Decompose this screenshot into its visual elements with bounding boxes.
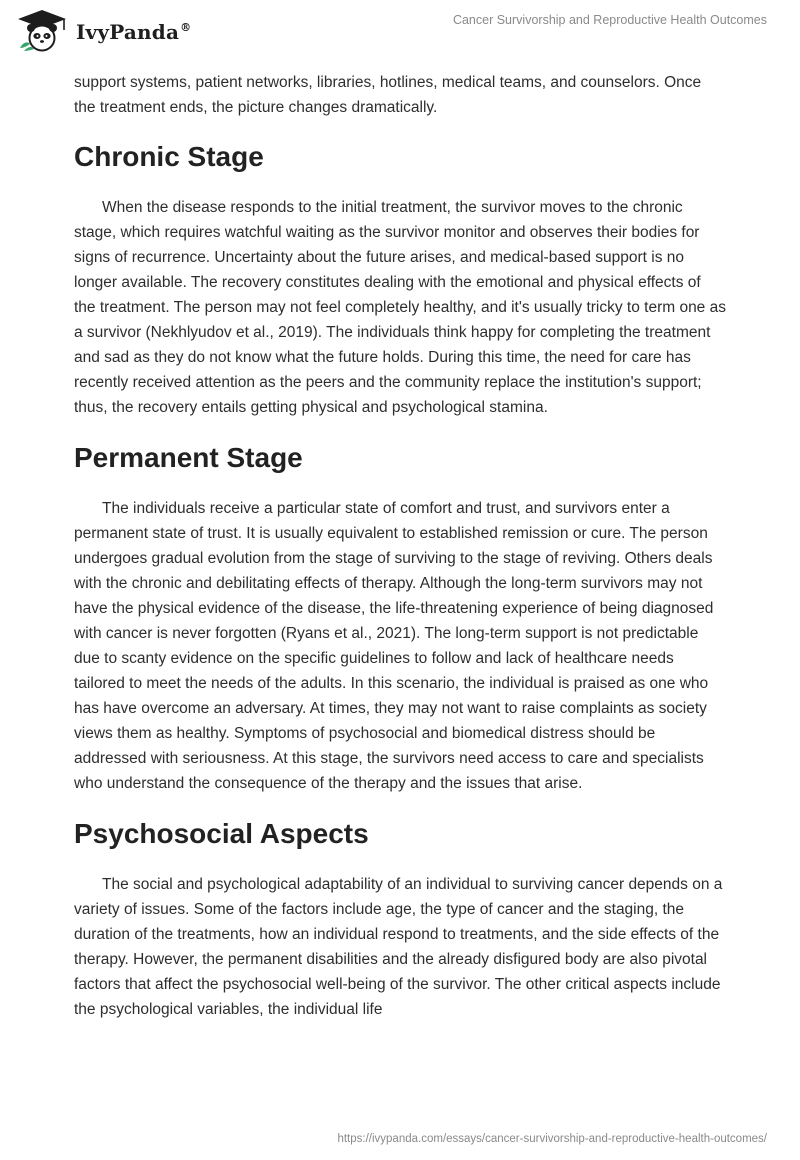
essay-body xyxy=(74,70,726,1022)
logo-text: IvyPanda xyxy=(76,20,180,44)
page-header xyxy=(0,0,800,72)
paragraph-chronic-stage: When the disease responds to the initial treatment, the survivor moves to the chronic stage, which requires watchful waiting as the survivor monitor and observes their bodies for signs of recurrence. Uncertainty about the future arises, and medical-based support is no longer available. The recovery constitutes dealing with the emotional and physical effects of the treatment. The person may not feel completely healthy, and it's usually tricky to term one as a survivor (Nekhlyudov et al., 2019). The individuals think happy for completing the treatment and sad as they do not know what the future holds. During this time, the need for care has recently received attention as the peers and the community replace the institution's support; thus, the recovery entails getting physical and psychological stamina. xyxy=(74,199,726,416)
logo-wordmark xyxy=(76,20,191,44)
heading-chronic-stage: Chronic Stage xyxy=(74,141,264,172)
heading-permanent-stage: Permanent Stage xyxy=(74,442,303,473)
paragraph-psychosocial-aspects: The social and psychological adaptability of an individual to surviving cancer depends on a variety of issues. Some of the factors include age, the type of cancer and the staging, the duration of the treatments, how an individual respond to treatments, and the side effects of the therapy. However, the permanent disabilities and the already disfigured body are also pivotal factors that affect the psychosocial well-being of the survivor. The other critical aspects include the psychological variables, the individual life xyxy=(74,876,723,1018)
intro-paragraph: support systems, patient networks, libraries, hotlines, medical teams, and counselors. Once the treatment ends, the picture changes dramatically. xyxy=(74,74,702,116)
paragraph-permanent-stage: The individuals receive a particular state of comfort and trust, and survivors enter a permanent state of trust. It is usually equivalent to established remission or cure. The person undergoes gradual evolution from the stage of surviving to the stage of reviving. Others deals with the chronic and debilitating effects of therapy. Although the long-term survivors may not have the physical evidence of the disease, the life-threatening experience of being diagnosed with cancer is never forgotten (Ryans et al., 2021). The long-term support is not predictable due to scanty evidence on the specific guidelines to follow and lack of healthcare needs tailored to meet the needs of the adults. In this scenario, the individual is praised as one who has have overcome an adversary. At times, they may not want to raise complaints as society views them as healthy. Symptoms of psychosocial and biomedical distress should be addressed with seriousness. At this stage, the survivors need access to care and specialists who understand the consequence of the therapy and the issues that arise. xyxy=(74,500,714,792)
source-url[interactable]: https://ivypanda.com/essays/cancer-survivorship-and-reproductive-health-outcomes/ xyxy=(337,1133,767,1145)
registered-mark: ® xyxy=(180,21,192,35)
document-title: Cancer Survivorship and Reproductive Health Outcomes xyxy=(452,13,767,27)
heading-psychosocial-aspects: Psychosocial Aspects xyxy=(74,818,369,849)
ivypanda-logo[interactable] xyxy=(14,8,191,52)
panda-graduate-icon xyxy=(14,8,70,52)
